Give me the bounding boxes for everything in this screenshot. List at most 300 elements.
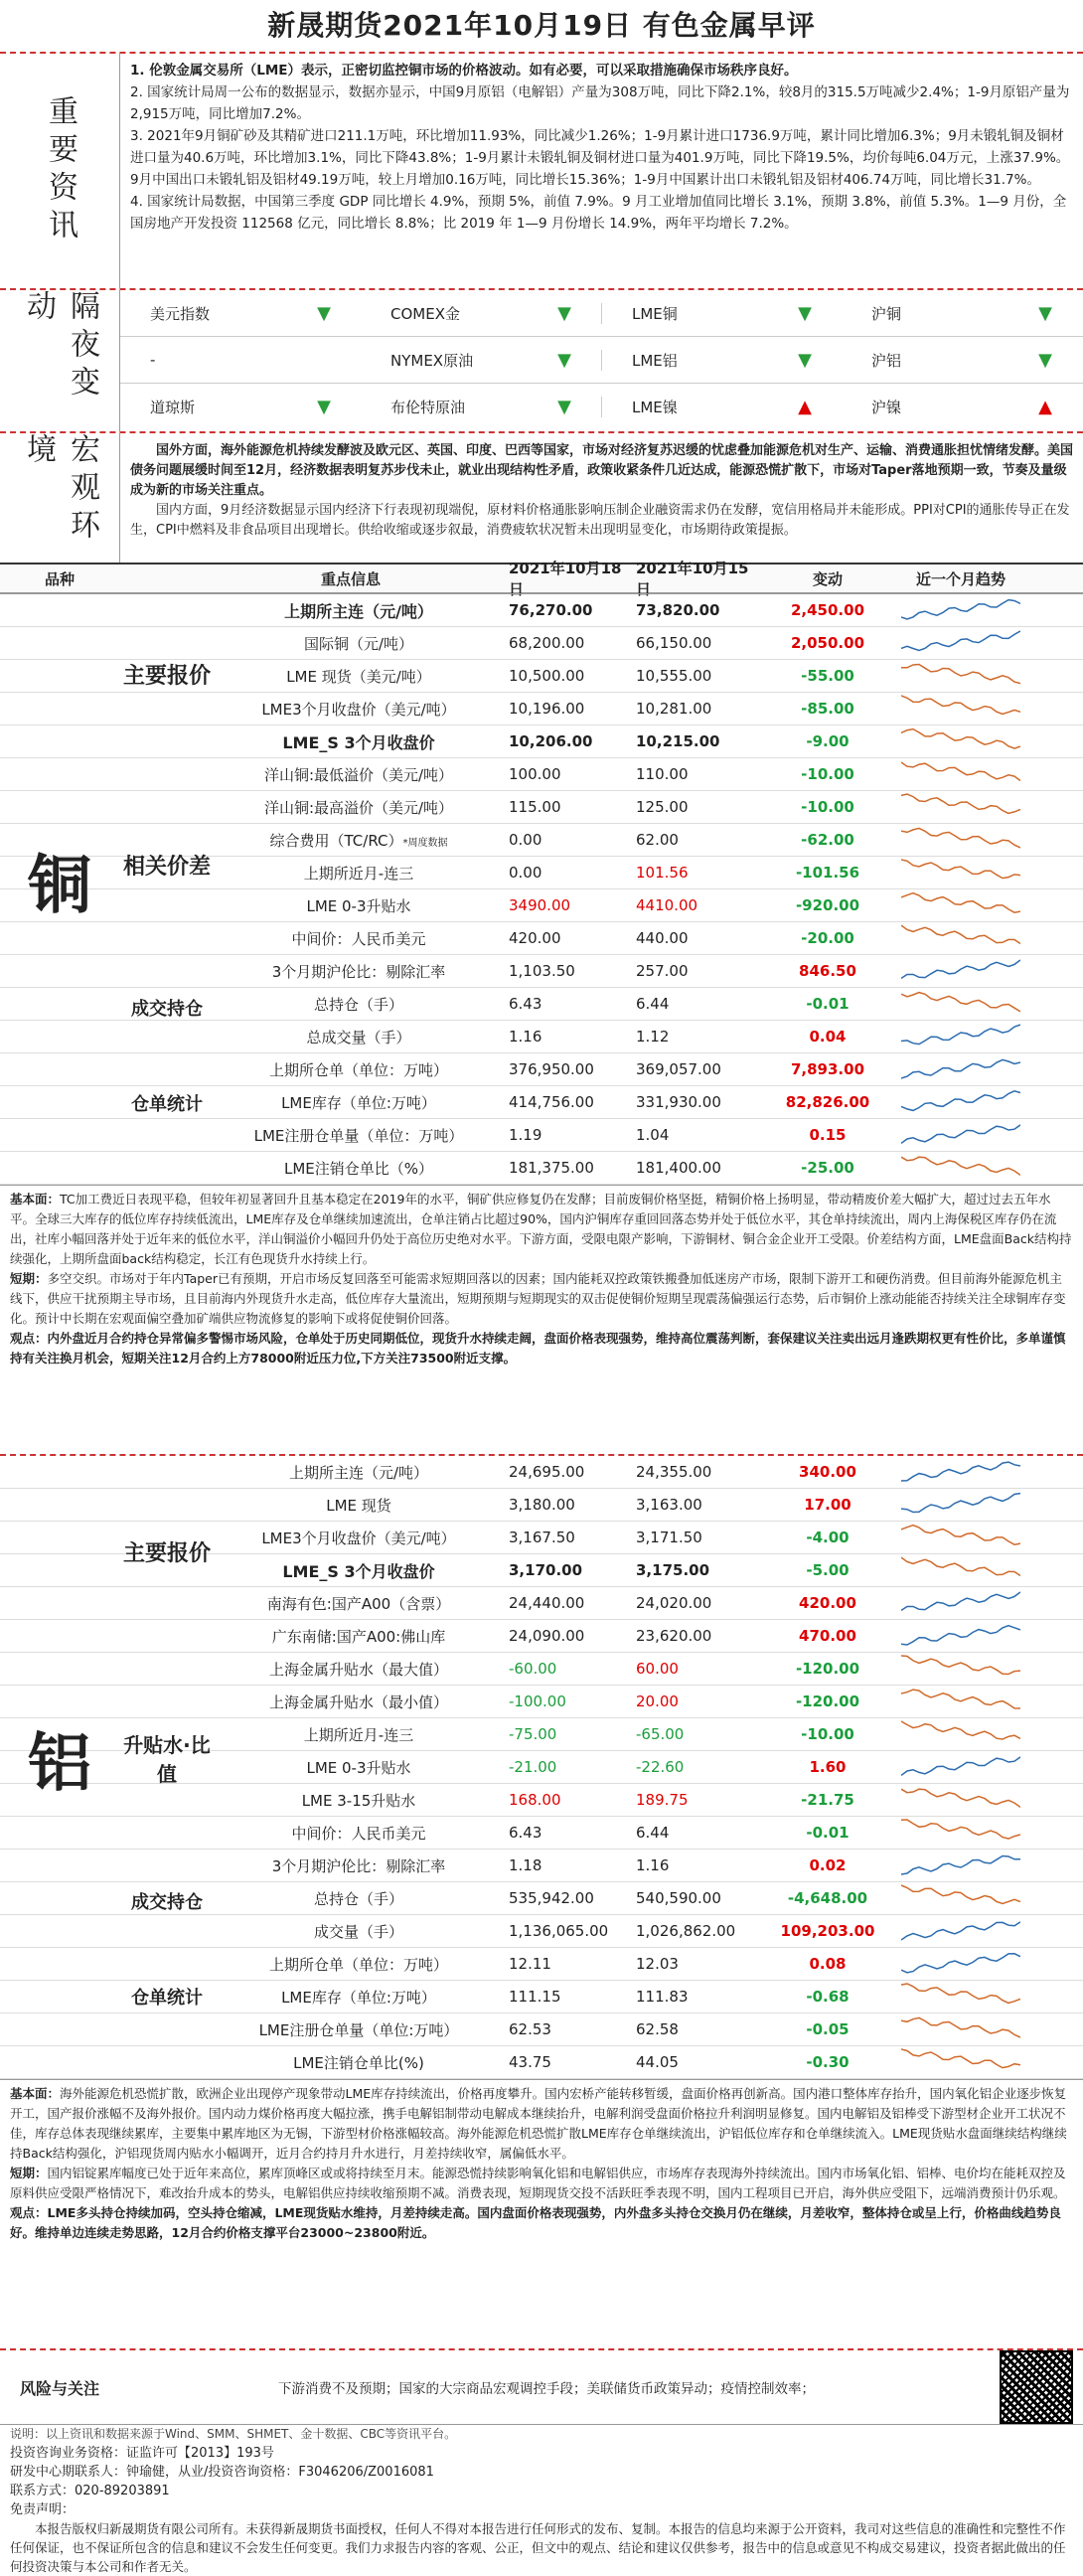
row-item [215,1724,503,1745]
row-item-label: 上期所主连（元/吨） [284,601,433,621]
overnight-name: LME铝 [632,351,678,370]
trend-line [901,828,1020,848]
row-item-label: LME库存（单位:万吨） [281,1988,436,2007]
row-item-label: LME3个月收盘价（美元/吨） [261,1529,456,1547]
trend-line [901,1025,1020,1045]
row-item-label: 总持仓（手） [313,1889,403,1908]
row-change: -120.00 [795,1692,860,1710]
row-change: 0.15 [809,1126,847,1144]
row-value-date2: 12.03 [636,1955,679,1973]
news-item: 2. 国家统计局周一公布的数据显示，数据亦显示，中国9月原铝（电解铝）产量为308万吨，同比下降2.1%，较8月的315.5万吨减少2.4%；1-9月原铝产量为2,915万吨，同比增加7.2%。 [130,84,1070,122]
row-item [215,1691,503,1712]
row-trend [892,1949,1029,1979]
footer-phone: 联系方式：020-89203891 [10,2484,170,2498]
row-trend [892,1752,1029,1782]
news-section [0,52,1083,288]
row-change: 846.50 [799,962,856,980]
row-item [215,730,503,753]
arrow-down-icon: ▼ [557,349,571,371]
trend-sparkline [901,1022,1020,1047]
news-item: 1. 伦敦金属交易所（LME）表示，正密切监控铜市场的价格波动。如有必要，可以采取措施确保市场秩序良好。 [130,63,798,79]
row-item-label: 洋山铜:最低溢价（美元/吨） [263,765,454,784]
aluminum-section [0,1454,1083,2079]
row-item [215,1987,503,2008]
row-value-date2: 3,171.50 [636,1529,702,1546]
footer-license: 投资咨询业务资格：证监许可【2013】193号 [10,2446,274,2461]
header-date2: 2021年10月15日 [636,560,749,598]
row-item [215,1757,503,1778]
macro-domestic: 国内方面，9月经济数据显示国内经济下行表现初现端倪，原材料价格通胀影响压制企业融资需求仍在发酵，宽信用格局并未能形成。PPI对CPI的通胀传导正在发生，CPI中燃料及非食品项目出现增长。供给收缩或逐步叙最，消费疲软状况暂未出现明显变化，市场期待政策提振。 [130,503,1070,538]
trend-sparkline [901,1851,1020,1876]
row-item [215,1954,503,1975]
trend-line [901,1690,1020,1708]
row-value-date1: 0.00 [509,831,542,849]
row-value-date1: 1.18 [509,1856,542,1874]
row-item-label: LME注册仓单量（单位:万吨） [258,2020,459,2039]
trend-sparkline [901,956,1020,982]
row-item [215,1528,503,1548]
overnight-name: 沪铝 [871,351,902,370]
row-value-date2: 189.75 [636,1791,689,1809]
row-change: 7,893.00 [790,1060,865,1078]
overnight-cell [842,350,1082,371]
trend-sparkline [901,1621,1020,1647]
row-value-date2: 62.00 [636,831,679,849]
row-trend [892,1654,1029,1684]
trend-sparkline [901,1752,1020,1778]
row-value-date1: -100.00 [509,1692,566,1710]
row-value-date1: 1,103.50 [509,962,575,980]
row-value-date1: 24,440.00 [509,1594,585,1612]
trend-sparkline [901,890,1020,916]
row-item-label: LME 现货 [326,1496,391,1515]
row-item-label: LME3个月收盘价（美元/吨） [261,700,456,719]
aluminum-name: 铝 [28,1727,91,1801]
row-value-date2: 1.12 [636,1028,670,1046]
risk-label: 风险与关注 [19,2378,99,2398]
row-item [215,633,503,654]
row-item [215,797,503,818]
row-item-label: 总成交量（手） [306,1028,411,1046]
row-item-label: 国际铜（元/吨） [303,634,414,653]
trend-line [901,1592,1020,1610]
row-item-label: 中间价：人民币美元 [291,929,426,948]
row-value-date1: 3490.00 [509,896,571,914]
trend-line [901,1091,1020,1111]
row-item-label: LME 3-15升贴水 [301,1791,416,1810]
row-trend [892,1153,1029,1183]
row-item [215,1027,503,1047]
trend-line [901,1789,1020,1807]
overnight-name: - [150,351,156,369]
overnight-cell [842,397,1082,417]
row-change: -0.05 [806,2020,850,2038]
row-item-label: 上海金属升贴水（最小值） [268,1692,448,1711]
trend-line [901,1757,1020,1776]
row-value-date1: 376,950.00 [509,1060,594,1078]
row-item-label: 上期所仓单（单位：万吨） [268,1955,448,1974]
overnight-section [0,288,1083,431]
row-value-date2: 6.44 [636,995,670,1013]
trend-line [901,1494,1020,1513]
trend-line [901,893,1020,913]
row-item-label: 上海金属升贴水（最大值） [268,1660,448,1679]
trend-line [901,665,1020,684]
row-value-date2: 10,281.00 [636,700,712,718]
trend-sparkline [901,694,1020,720]
trend-line [901,960,1020,978]
row-item [215,1462,503,1483]
trend-line [901,1820,1020,1839]
row-item [215,1855,503,1876]
header-trend: 近一个月趋势 [915,569,1006,588]
trend-line [901,1059,1020,1078]
row-value-date2: 110.00 [636,765,689,783]
risk-section [0,2348,1083,2424]
row-trend [892,1916,1029,1946]
row-item-label: 3个月期沪伦比：剔除汇率 [271,1856,446,1875]
trend-sparkline [901,2047,1020,2073]
row-trend [892,726,1029,756]
macro-foreign: 国外方面，海外能源危机持续发酵波及欧元区、英国、印度、巴西等国家，市场对经济复苏迟缓的忧虑叠加能源危机对生产、运输、消费通胀担忧情绪发酵。美国债务问题展缓时间至12月，经济数据表明复苏步伐未止，就业出现结构性矛盾，政策收紧条件几近达成，能源恐慌扩散下，市场对Taper落地预期一致，节奏及量级成为新的市场关注重点。 [130,443,1074,498]
row-item [215,1790,503,1811]
trend-sparkline [901,1153,1020,1179]
arrow-down-icon: ▼ [557,396,571,417]
row-value-date2: 1,026,862.00 [636,1922,736,1940]
row-change: -0.30 [806,2053,850,2071]
row-value-date2: -65.00 [636,1725,685,1743]
footer-disclaimer: 本报告版权归新晟期货有限公司所有。未获得新晟期货书面授权，任何人不得对本报告进行任何形式的发布、复制。本报告的信息均来源于公开资料，我司对这些信息的准确性和完整性不作任何保证，也不保证所包含的信息和建议不会发生任何变更。我们力求报告内容的客观、公正，但文中的观点、结论和建议仅供参考，报告中的信息或意见不构成交易建议，投资者据此做出的任何投资决策与本公司和作者无关。 [10,2521,1066,2574]
row-item-label: LME 0-3升贴水 [306,896,411,915]
row-value-date1: 1,136,065.00 [509,1922,609,1940]
row-item-label: LME注销仓单比(%) [293,2053,424,2072]
overnight-cell [120,303,361,324]
row-value-date2: -22.60 [636,1758,685,1776]
row-item [215,1559,503,1582]
arrow-up-icon: ▲ [1038,396,1052,417]
row-item [215,1092,503,1113]
row-item [215,830,503,851]
arrow-down-icon: ▼ [1038,349,1052,371]
row-trend [892,694,1029,724]
overnight-row [120,337,1083,384]
row-trend [892,1120,1029,1150]
copper-analysis: 基本面：TC加工费近日表现平稳，但较年初显著回升且基本稳定在2019年的水平，铜矿供应修复仍在发酵；目前废铜价格坚挺，精铜价格上扬明显，带动精废价差大幅扩大，超过过去五年水平。全球三大库存的低位库存持续低流出，LME库存及仓单继续加速流出，仓单注销占比超过90%，国内沪铜库存重回回落态势并处于低位水平，其仓单持续流出，周内上海保税区库存仍在流出，社库小幅回落并处于近年来的低位水平，洋山铜溢价小幅回升仍处于高位历史绝对水平。下游方面，受限电限产影响，下游铜材、铜合金企业开工受限。价差结构方面，LME盘面Back结构持续强化，上期所盘面back结构稳定，长江有色现货升水持续上行。 短期：多空交织。市场对于年内Taper已有预期，开启市场反复回落至可能需求短期回落以的因素；国内能耗双控政策铁搬叠加低迷房产市场，限制下游开工和硬伤消费。但目前海外能源危机主线下，供应干扰预期主导市场，且目前海内外现货升水走高，低位库存大量流出，短期预期与短期现实的双击促使铜价短期呈现震荡偏强运行态势，后市铜价上涨动能能否持续关注全球铜库存变化。预计中长期在宏观面偏空叠加矿端供应物流修复的影响下或将促使铜价回落。 观点：内外盘近月合约持仓异常偏多警惕市场风险，仓单处于历史同期低位，现货升水持续走阔，盘面价格表现强势，维持高位震荡判断，套保建议关注卖出远月逢跌期权更有性价比，多单谨慎持有关注换月机会，短期关注12月合约上方78000附近压力位,下方关注73500附近支撑。 [0,1185,1083,1454]
trend-line [901,1526,1020,1545]
overnight-cell [120,351,361,369]
arrow-down-icon: ▼ [317,396,331,417]
overnight-row [120,384,1083,429]
trend-line [901,794,1020,813]
row-value-date1: 12.11 [509,1955,551,1973]
row-change: 17.00 [804,1496,851,1514]
row-item-label: LME 0-3升贴水 [306,1758,411,1777]
trend-line [901,696,1020,715]
row-trend [892,1719,1029,1749]
header-key-info: 重点信息 [320,569,381,588]
row-value-date1: 10,206.00 [509,732,593,750]
row-value-date1: 43.75 [509,2053,551,2071]
row-value-date1: -75.00 [509,1725,557,1743]
overnight-name: LME镍 [632,398,678,416]
row-item-label: LME_S 3个月收盘价 [282,732,435,752]
trend-sparkline [901,661,1020,687]
trend-line [901,2017,1020,2037]
trend-line [901,762,1020,781]
row-trend [892,1588,1029,1618]
trend-sparkline [901,1054,1020,1080]
trend-sparkline [901,1916,1020,1942]
overnight-grid [120,290,1083,431]
row-trend [892,956,1029,986]
news-item: 3. 2021年9月铜矿砂及其精矿进口211.1万吨，环比增加11.93%，同比减少1.26%；1-9月累计进口1736.9万吨，累计同比增加6.3%；9月未锻轧铜及铜材进口量为40.6万吨，环比增加3.1%，同比下降43.8%；1-9月累计未锻轧铜及铜材进口量为401.9万吨，同比下降19.5%，均价每吨6.04万元，上涨37.9%。9月中国出口未锻轧铝及铝材49.19万吨，较上月增加0.16万吨，同比增长15.36%；1-9月中国累计出口未锻轧铝及铝材406.74万吨，同比增长31.7%。 [130,128,1070,188]
macro-section [0,431,1083,563]
aluminum-group-warrant: 仓单统计 [131,1988,203,2009]
overnight-cell [361,303,601,324]
row-item-label: 上期所近月-连三 [303,1725,414,1744]
arrow-up-icon: ▲ [798,396,812,417]
row-item [215,863,503,884]
trend-line [901,1922,1020,1940]
overnight-name: LME铜 [632,304,678,323]
row-change: 0.02 [809,1856,847,1874]
row-value-date1: 100.00 [509,765,561,783]
row-trend [892,989,1029,1019]
trend-line [901,600,1020,619]
row-trend [892,1687,1029,1716]
page-title: 新晟期货2021年10月19日 有色金属早评 [267,9,816,42]
row-value-date1: 115.00 [509,798,561,816]
row-item [215,1495,503,1516]
row-item-label: LME_S 3个月收盘价 [282,1561,435,1581]
trend-sparkline [901,726,1020,752]
trend-sparkline [901,1457,1020,1483]
row-value-date2: 111.83 [636,1988,689,2006]
risk-text: 下游消费不及预期；国家的大宗商品宏观调控手段；美联储货币政策异动；疫情控制效率； [278,2381,815,2397]
overnight-name: 布伦特原油 [390,398,466,416]
row-trend [892,1982,1029,2012]
trend-line [901,1954,1020,1973]
overnight-name: 道琼斯 [150,398,196,416]
row-trend [892,1851,1029,1880]
row-value-date1: 111.15 [509,1988,561,2006]
row-change: 2,050.00 [790,634,865,652]
row-change: -10.00 [801,765,854,783]
row-change: 0.08 [809,1955,847,1973]
trend-sparkline [901,759,1020,785]
footer-staff: 研发中心期联系人：钟瑜健，从业/投资咨询资格：F3046206/Z0016081 [10,2465,434,2480]
row-item [215,1059,503,1080]
row-trend [892,2047,1029,2077]
row-change: -5.00 [806,1561,850,1579]
row-value-date1: 24,090.00 [509,1627,585,1645]
copper-name: 铜 [28,850,91,923]
copper-group-spread: 相关价差 [122,854,211,880]
row-item [215,1659,503,1680]
overnight-cell [601,303,842,324]
row-change: -9.00 [806,732,850,750]
trend-sparkline [901,923,1020,949]
row-trend [892,628,1029,658]
trend-line [901,1125,1020,1144]
row-trend [892,825,1029,855]
row-item-label: 上期所主连（元/吨） [288,1463,429,1482]
row-value-date1: 3,167.50 [509,1529,575,1546]
overnight-name: 沪铜 [871,304,902,323]
row-value-date1: 3,180.00 [509,1496,575,1514]
row-value-date2: 73,820.00 [636,601,720,619]
row-trend [892,2014,1029,2044]
row-value-date1: 6.43 [509,1824,542,1842]
row-item [215,764,503,785]
row-value-date2: 3,163.00 [636,1496,702,1514]
trend-line [901,1157,1020,1175]
arrow-down-icon: ▼ [1038,302,1052,324]
row-value-date1: 10,500.00 [509,667,585,685]
overnight-cell [601,397,842,417]
aluminum-group-quotes: 主要报价 [122,1540,211,1566]
row-item-label: 成交量（手） [313,1922,403,1941]
row-item-label: 总持仓（手） [313,995,403,1014]
row-value-date1: 1.19 [509,1126,542,1144]
row-change: -4.00 [806,1529,850,1546]
trend-line [901,2049,1020,2068]
row-change: -85.00 [801,700,854,718]
row-item [215,961,503,982]
arrow-down-icon: ▼ [317,302,331,324]
header-change: 变动 [812,569,843,588]
row-item [215,666,503,687]
copper-section [0,593,1083,1185]
trend-sparkline [901,1949,1020,1975]
row-trend [892,1621,1029,1651]
row-item [215,2019,503,2040]
trend-sparkline [901,989,1020,1015]
row-value-date2: 331,930.00 [636,1093,721,1111]
row-item [215,1593,503,1614]
trend-line [901,1557,1020,1575]
row-item [215,2052,503,2073]
copper-group-position: 成交持仓 [131,999,203,1020]
trend-sparkline [901,1687,1020,1712]
row-value-date2: 66,150.00 [636,634,712,652]
row-change: 340.00 [799,1463,856,1481]
row-trend [892,858,1029,887]
row-change: 109,203.00 [780,1922,875,1940]
row-item-label: 广东南储:国产A00:佛山库 [271,1627,446,1646]
trend-line [901,1984,1020,2003]
row-value-date1: 1.16 [509,1028,542,1046]
row-trend [892,1785,1029,1815]
header-date1: 2021年10月18日 [509,560,622,598]
trend-line [901,925,1020,943]
row-change: -62.00 [801,831,854,849]
row-item-label: 洋山铜:最高溢价（美元/吨） [263,798,454,817]
row-item-label: 南海有色:国产A00（含票） [266,1594,451,1613]
row-item-label: 综合费用（TC/RC） [269,831,403,850]
row-value-date1: 3,170.00 [509,1561,583,1579]
row-trend [892,595,1029,625]
trend-sparkline [901,825,1020,851]
row-change: -120.00 [795,1660,860,1678]
news-item: 4. 国家统计局数据，中国第三季度 GDP 同比增长 4.9%，预期 5%，前值 7.9%。9 月工业增加值同比增长 3.1%，预期 3.8%，前值 5.3%。1—9 月份，全国房地产开发投资 112568 亿元，同比增长 8.8%；比 2019 年 1—9 月份增长 14.9%，两年平均增长 7.2%。 [130,194,1067,232]
overnight-name: NYMEX原油 [390,351,474,370]
trend-line [901,631,1020,651]
trend-sparkline [901,1588,1020,1614]
trend-line [901,1721,1020,1739]
row-value-date1: 535,942.00 [509,1889,594,1907]
row-trend [892,661,1029,691]
overnight-name: COMEX金 [390,304,460,323]
row-value-date2: 24,355.00 [636,1463,712,1481]
row-value-date1: 68,200.00 [509,634,585,652]
row-change: 0.04 [809,1028,847,1046]
row-trend [892,1490,1029,1520]
row-change: -10.00 [801,798,854,816]
row-change: -0.68 [806,1988,850,2006]
aluminum-group-spread: 升贴水·比值 [123,1733,211,1786]
row-value-date1: 181,375.00 [509,1159,594,1177]
row-item [215,1158,503,1179]
trend-sparkline [901,1654,1020,1680]
row-change: -920.00 [795,896,860,914]
row-change: -0.01 [806,995,850,1013]
row-item-label: 3个月期沪伦比：剔除汇率 [271,962,446,981]
row-value-date1: 414,756.00 [509,1093,594,1111]
row-trend [892,1457,1029,1487]
trend-sparkline [901,1785,1020,1811]
row-value-date2: 62.58 [636,2020,679,2038]
row-change: 420.00 [799,1594,856,1612]
trend-sparkline [901,1555,1020,1581]
trend-line [901,729,1020,749]
row-item [215,1888,503,1909]
row-item [215,1626,503,1647]
row-trend [892,890,1029,920]
trend-sparkline [901,858,1020,884]
arrow-down-icon: ▼ [798,349,812,371]
overnight-label: 隔夜变动 [0,290,120,431]
row-value-date2: 10,215.00 [636,732,720,750]
row-item [215,599,503,622]
trend-line [901,1626,1020,1645]
row-item-label: LME注销仓单比（%） [283,1159,434,1178]
table-header [0,560,1083,598]
row-value-date1: 0.00 [509,864,542,882]
row-change: -21.75 [801,1791,854,1809]
row-value-date1: 6.43 [509,995,542,1013]
trend-sparkline [901,1120,1020,1146]
row-change: -55.00 [801,667,854,685]
footer-disclaimer-label: 免责声明： [10,2502,76,2517]
news-list [120,54,1083,288]
row-value-date2: 1.04 [636,1126,670,1144]
overnight-cell [361,350,601,371]
qr-code-icon [1000,2350,1073,2424]
row-change: -101.56 [795,864,860,882]
row-value-date1: 24,695.00 [509,1463,585,1481]
row-value-date1: -21.00 [509,1758,557,1776]
arrow-down-icon: ▼ [557,302,571,324]
header-variety: 品种 [44,569,75,588]
row-item [215,994,503,1015]
trend-sparkline [901,1087,1020,1113]
row-value-date2: 440.00 [636,929,689,947]
row-item-label: 上期所近月-连三 [303,864,414,883]
news-label: 重要资讯 [0,54,120,288]
copper-group-quotes: 主要报价 [122,663,211,689]
row-value-date1: 420.00 [509,929,561,947]
